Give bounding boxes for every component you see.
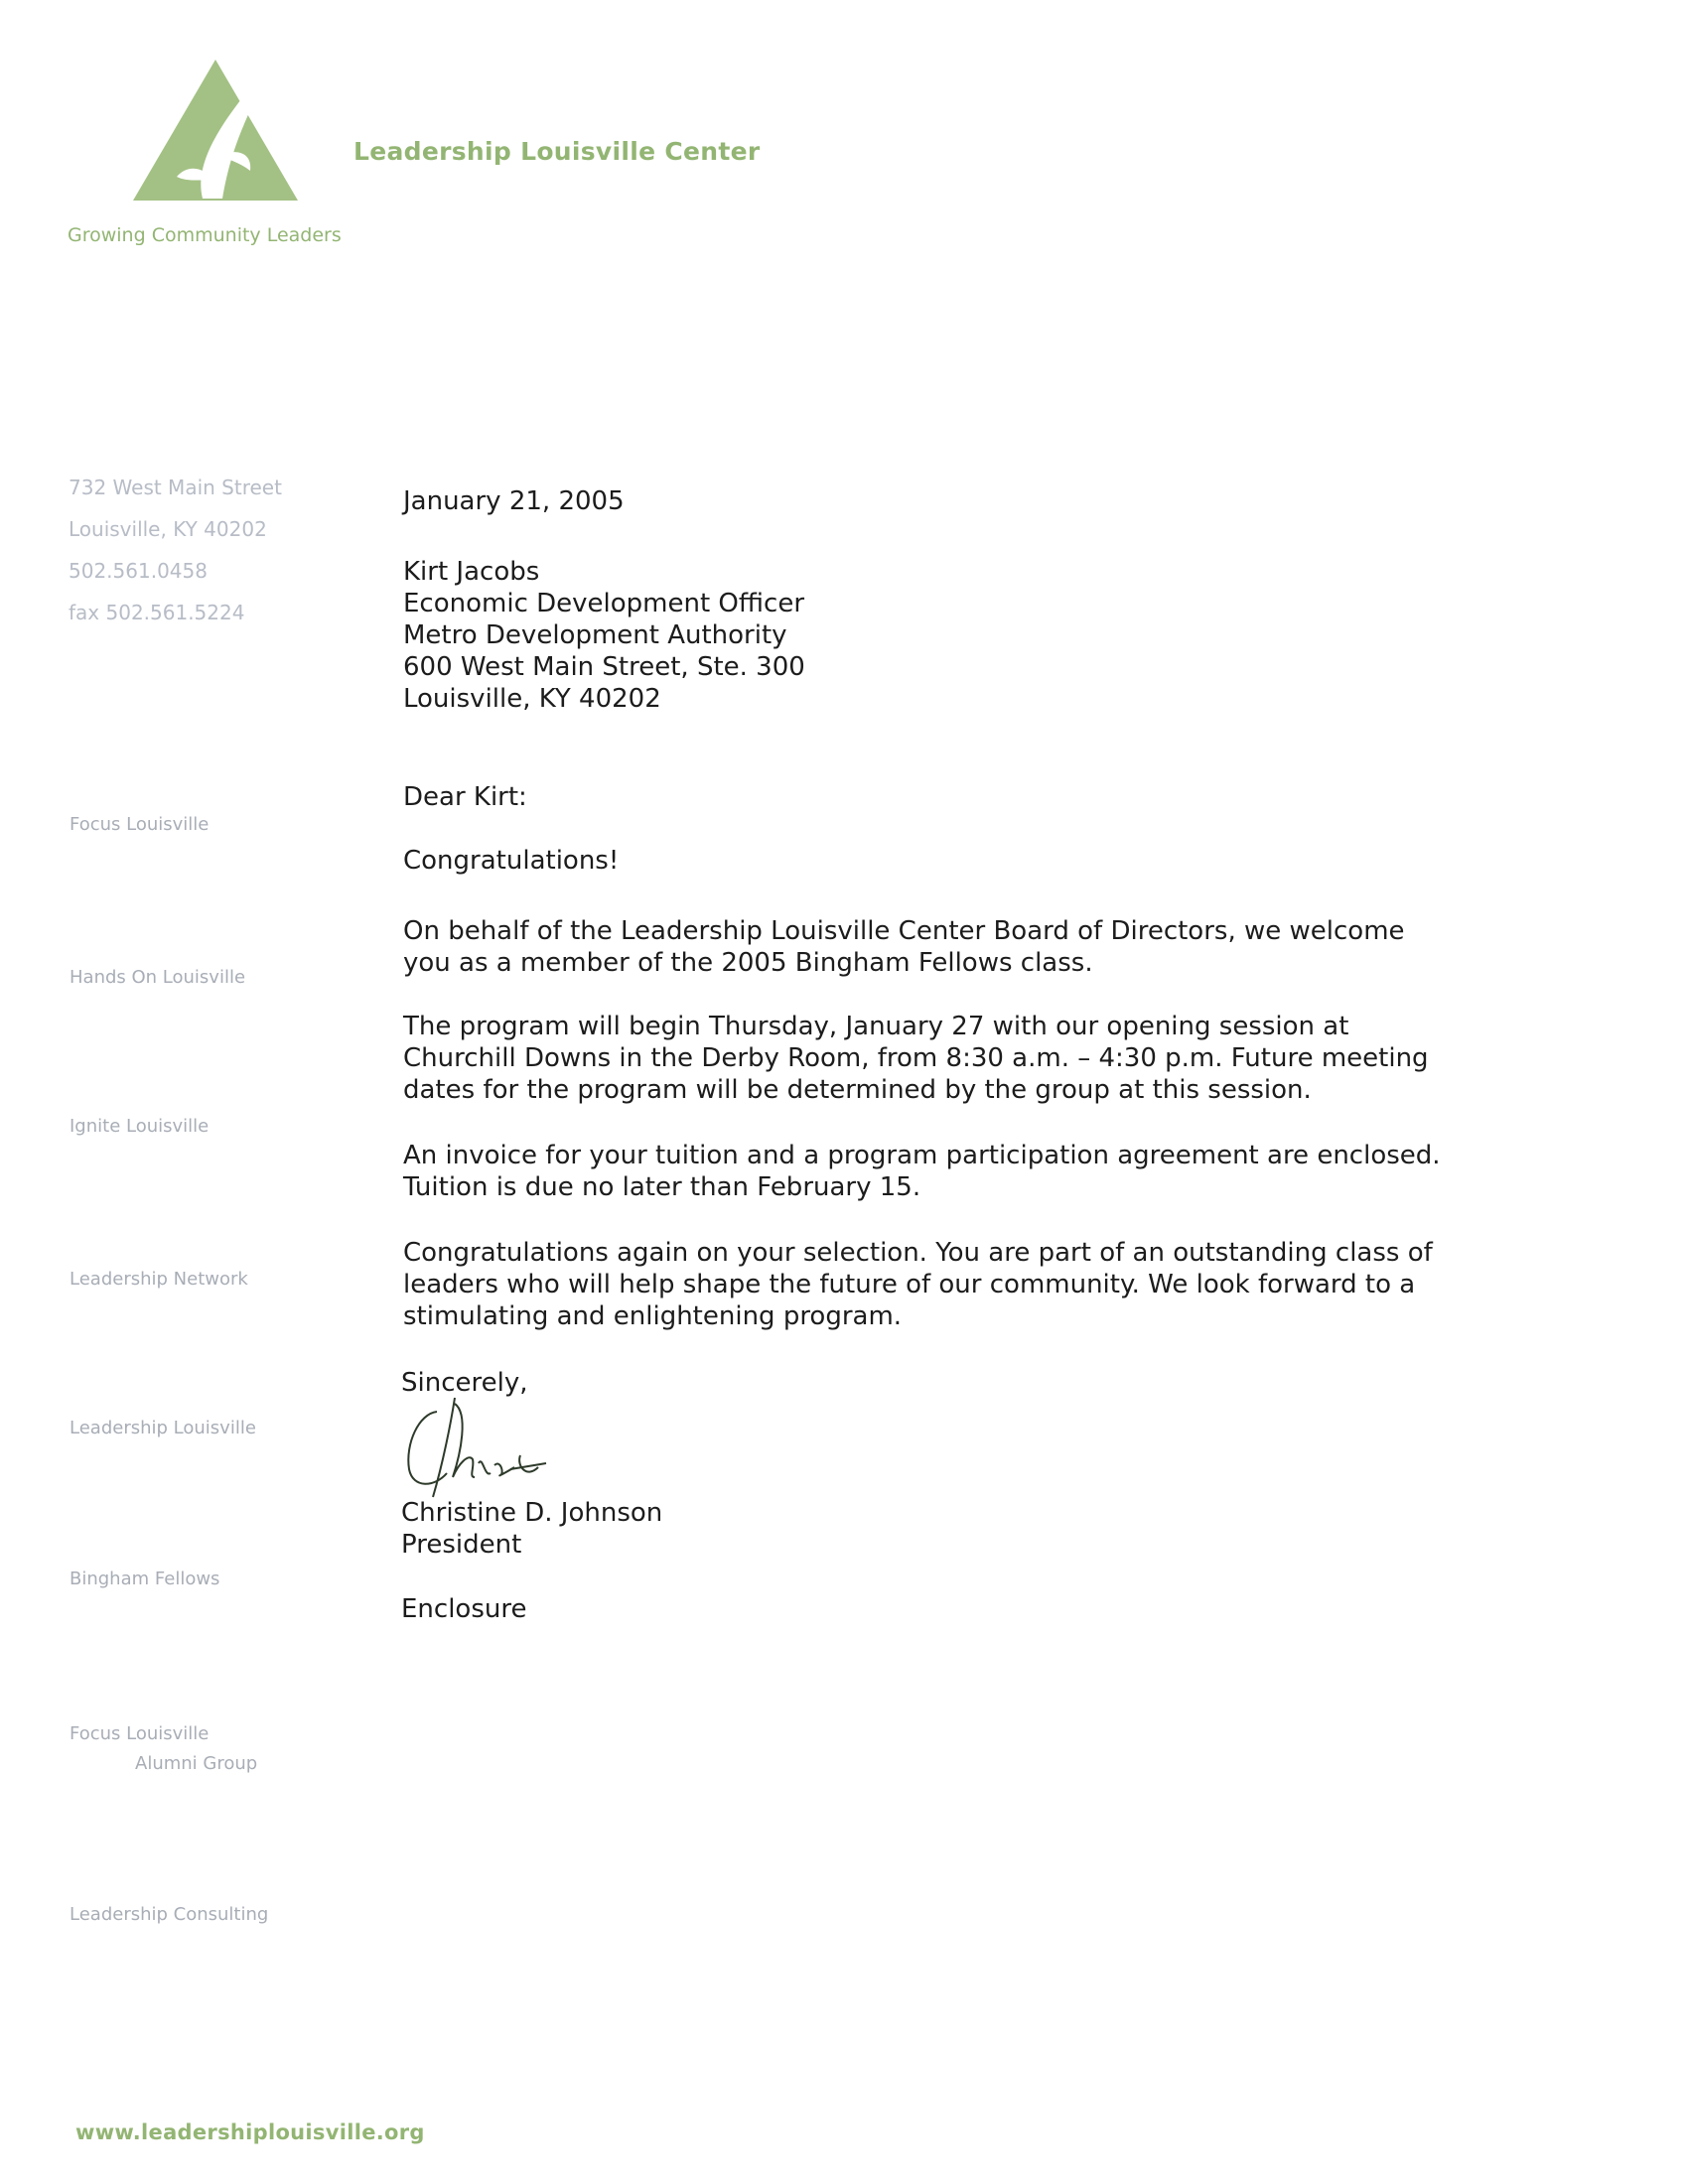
program-item: Ignite Louisville (70, 1116, 210, 1137)
tagline: Growing Community Leaders (68, 224, 342, 246)
contact-info (69, 467, 282, 633)
letter-paragraph (403, 1011, 1466, 1106)
program-item: Leadership Louisville (70, 1418, 256, 1438)
program-item: Focus Louisville (70, 1723, 210, 1744)
program-item: Alumni Group (135, 1753, 258, 1774)
paragraph-line: stimulating and enlightening program. (403, 1301, 903, 1331)
letter-date: January 21, 2005 (403, 486, 625, 516)
green-triangle-leaf-logo-icon (133, 60, 298, 201)
paragraph-line: leaders who will help shape the future of our community. We look forward to a (403, 1270, 1416, 1299)
paragraph-line: Churchill Downs in the Derby Room, from 8:30 a.m. – 4:30 p.m. Future meeting (403, 1043, 1429, 1073)
letter-paragraph (403, 1140, 1466, 1203)
paragraph-line: The program will begin Thursday, January 27 with our opening session at (403, 1012, 1349, 1041)
program-item: Leadership Network (70, 1269, 248, 1290)
paragraph-line: you as a member of the 2005 Bingham Fellows class. (403, 948, 1093, 978)
enclosure-note: Enclosure (401, 1594, 527, 1624)
handwritten-signature (399, 1394, 558, 1503)
paragraph-line: On behalf of the Leadership Louisville Center Board of Directors, we welcome (403, 916, 1405, 946)
paragraph-line: An invoice for your tuition and a program participation agreement are enclosed. (403, 1141, 1441, 1170)
program-item: Bingham Fellows (70, 1569, 220, 1589)
paragraph-line: dates for the program will be determined by the group at this session. (403, 1075, 1312, 1105)
closing: Sincerely, (401, 1368, 528, 1398)
letter-paragraph (403, 1237, 1466, 1332)
salutation: Dear Kirt: (403, 782, 527, 812)
letter-paragraph (403, 915, 1466, 979)
recipient-title: Economic Development Officer (403, 589, 805, 618)
recipient-organization: Metro Development Authority (403, 620, 787, 650)
signer-name: Christine D. Johnson (401, 1498, 663, 1528)
program-item: Leadership Consulting (70, 1904, 269, 1925)
program-item: Hands On Louisville (70, 967, 246, 988)
paragraph-line: Tuition is due no later than February 15. (403, 1172, 921, 1202)
recipient-name: Kirt Jacobs (403, 557, 540, 587)
contact-fax: fax 502.561.5224 (69, 601, 245, 624)
signer-title: President (401, 1530, 522, 1560)
opening-line: Congratulations! (403, 846, 620, 876)
recipient-city: Louisville, KY 40202 (403, 684, 661, 714)
paragraph-line: Congratulations again on your selection. You are part of an outstanding class of (403, 1238, 1433, 1268)
website-url: www.leadershiplouisville.org (75, 2120, 425, 2144)
contact-street: 732 West Main Street (69, 476, 282, 499)
recipient-street: 600 West Main Street, Ste. 300 (403, 652, 805, 682)
contact-phone: 502.561.0458 (69, 559, 208, 583)
contact-city: Louisville, KY 40202 (69, 517, 267, 541)
recipient-address (403, 556, 805, 715)
organization-name: Leadership Louisville Center (353, 137, 761, 166)
signer-block (401, 1497, 662, 1561)
program-item: Focus Louisville (70, 814, 210, 835)
